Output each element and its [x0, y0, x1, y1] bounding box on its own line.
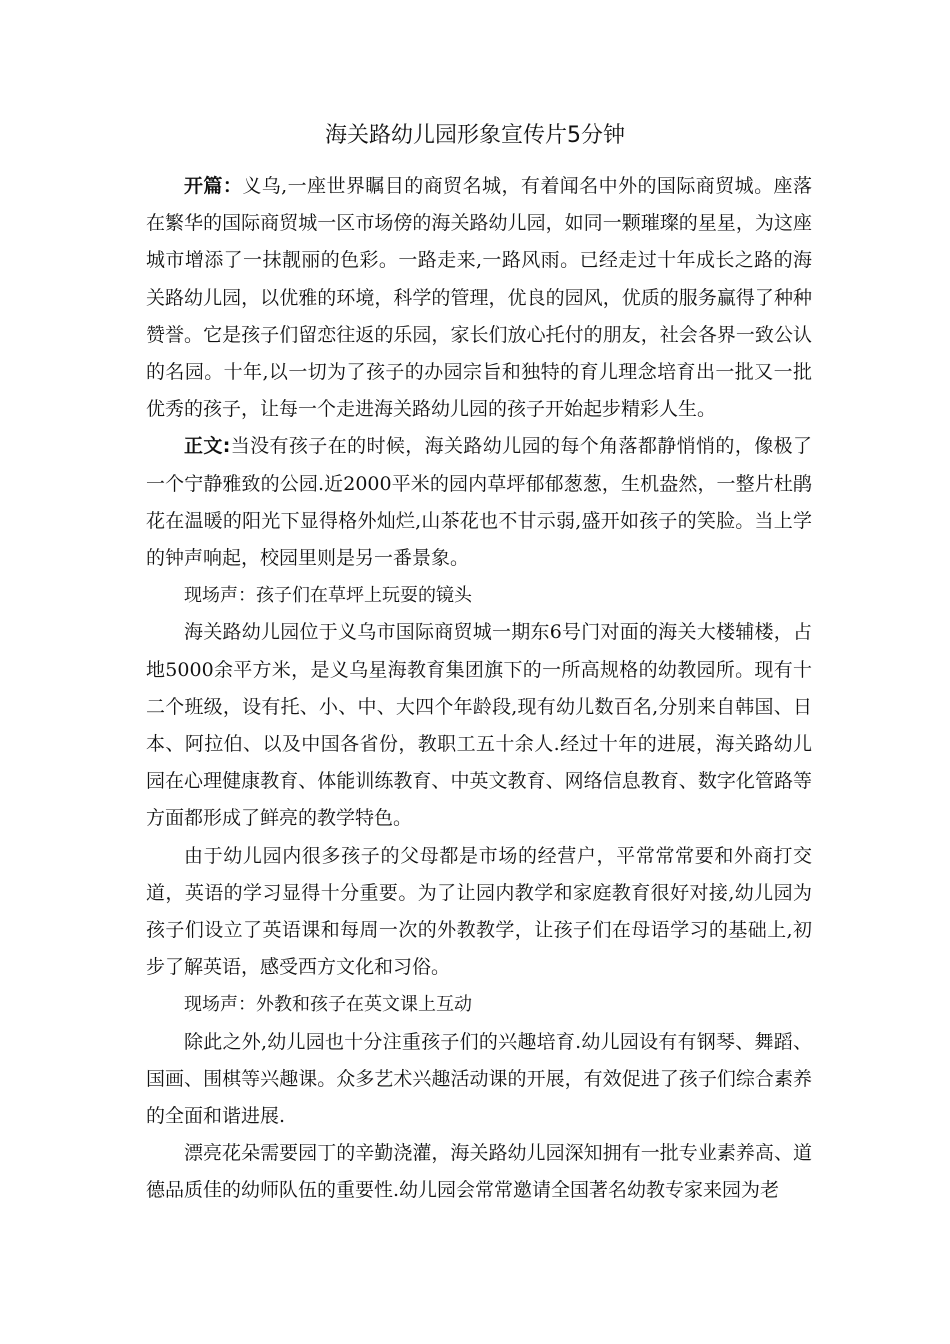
- paragraph-opening: [146, 168, 812, 428]
- paragraph: 由于幼儿园内很多孩子的父母都是市场的经营户，平常常常要和外商打交道，英语的学习显得十分重要。为了让园内教学和家庭教育很好对接,幼儿园为孩子们设立了英语课和每周一次的外教教学，让孩子们在母语学习的基础上,初步了解英语，感受西方文化和习俗。: [146, 844, 812, 979]
- paragraph-lead: 正文:: [184, 435, 231, 458]
- paragraph-main-text: [146, 428, 812, 577]
- paragraph-text: 义乌,一座世界瞩目的商贸名城，有着闻名中外的国际商贸城。座落在繁华的国际商贸城一区市场傍的海关路幼儿园，如同一颗璀璨的星星，为这座城市增添了一抹靓丽的色彩。一路走来,一路风雨。已经走过十年成长之路的海关路幼儿园，以优雅的环境，科学的管理，优良的园风，优质的服务赢得了种种赞誉。它是孩子们留恋往返的乐园，家长们放心托付的朋友，社会各界一致公认的名园。十年,以一切为了孩子的办园宗旨和独特的育儿理念培育出一批又一批优秀的孩子，让每一个走进海关路幼儿园的孩子开始起步精彩人生。: [146, 175, 812, 421]
- paragraph-text: 当没有孩子在的时候，海关路幼儿园的每个角落都静悄悄的，像极了一个宁静雅致的公园.近2000平米的园内草坪郁郁葱葱，生机盎然，一整片杜鹃花在温暖的阳光下显得格外灿烂,山茶花也不甘示弱,盛开如孩子的笑脸。当上学的钟声响起，校园里则是另一番景象。: [146, 435, 812, 570]
- paragraph: 除此之外,幼儿园也十分注重孩子们的兴趣培育.幼儿园设有有钢琴、舞蹈、国画、围棋等兴趣课。众多艺术兴趣活动课的开展，有效促进了孩子们综合素养的全面和谐进展.: [146, 1030, 812, 1128]
- paragraph: 海关路幼儿园位于义乌市国际商贸城一期东6号门对面的海关大楼辅楼，占地5000余平方米，是义乌星海教育集团旗下的一所高规格的幼教园所。现有十二个班级，设有托、小、中、大四个年龄段,现有幼儿数百名,分别来自韩国、日本、阿拉伯、以及中国各省份，教职工五十余人.经过十年的进展，海关路幼儿园在心理健康教育、体能训练教育、中英文教育、网络信息教育、数字化管路等方面都形成了鲜亮的教学特色。: [146, 621, 812, 830]
- paragraph: 漂亮花朵需要园丁的辛勤浇灌，海关路幼儿园深知拥有一批专业素养高、道德品质佳的幼师队伍的重要性.幼儿园会常常邀请全国著名幼教专家来园为老: [146, 1142, 812, 1202]
- scene-note: 现场声：孩子们在草坪上玩耍的镜头: [184, 585, 472, 607]
- paragraph-lead: 开篇：: [184, 175, 243, 197]
- document-title: 海关路幼儿园形象宣传片5分钟: [325, 123, 625, 148]
- scene-note: 现场声：外教和孩子在英文课上互动: [184, 994, 472, 1016]
- document-body: [146, 168, 812, 1210]
